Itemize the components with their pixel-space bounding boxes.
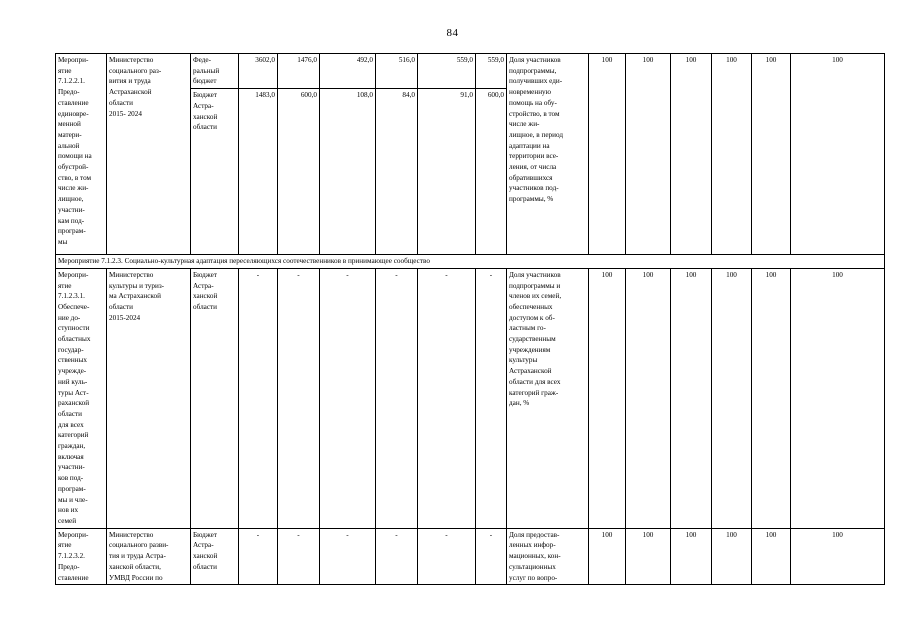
target-cell: 100 bbox=[589, 528, 626, 585]
funding-source-cell: Бюджет Астра- ханской области bbox=[191, 528, 239, 585]
funding-source-cell: Бюджет Астра- ханской области bbox=[191, 89, 239, 255]
value-cell: 516,0 bbox=[376, 54, 418, 89]
target-cell: 100 bbox=[791, 54, 885, 255]
target-cell: 100 bbox=[791, 268, 885, 528]
value-cell: 1476,0 bbox=[278, 54, 320, 89]
table-row bbox=[56, 268, 885, 528]
target-cell: 100 bbox=[626, 528, 671, 585]
value-cell: 108,0 bbox=[320, 89, 376, 255]
measure-cell: Меропри- ятие 7.1.2.3.1. Обеспече- ние до- ступности областных государ- ственных учрежде- ний куль- туры Аст- раханской области для всех категорий граждан, включая участни- ков под- програм- мы и чле- нов их семей bbox=[56, 268, 107, 528]
target-cell: 100 bbox=[626, 54, 671, 255]
funding-source-cell: Феде- ральный бюджет bbox=[191, 54, 239, 89]
value-cell: - bbox=[376, 528, 418, 585]
target-cell: 100 bbox=[712, 268, 752, 528]
target-cell: 100 bbox=[752, 54, 791, 255]
value-cell: - bbox=[476, 268, 507, 528]
value-cell: 1483,0 bbox=[239, 89, 278, 255]
target-cell: 100 bbox=[589, 268, 626, 528]
value-cell: 91,0 bbox=[418, 89, 476, 255]
indicator-cell: Доля предостав- ленных инфор- мационных, кон- сультационных услуг по вопро- bbox=[507, 528, 589, 585]
program-table bbox=[55, 53, 885, 585]
value-cell: 84,0 bbox=[376, 89, 418, 255]
value-cell: 492,0 bbox=[320, 54, 376, 89]
value-cell: - bbox=[239, 268, 278, 528]
target-cell: 100 bbox=[671, 268, 712, 528]
value-cell: - bbox=[476, 528, 507, 585]
value-cell: - bbox=[239, 528, 278, 585]
value-cell: - bbox=[320, 528, 376, 585]
executor-cell: Министерство социального раз- вития и труда Астраханской области 2015- 2024 bbox=[107, 54, 191, 255]
target-cell: 100 bbox=[752, 528, 791, 585]
section-header-row bbox=[56, 255, 885, 269]
target-cell: 100 bbox=[671, 528, 712, 585]
funding-source-cell: Бюджет Астра- ханской области bbox=[191, 268, 239, 528]
measure-cell: Меропри- ятие 7.1.2.2.1. Предо- ставление единовре- менной матери- альной помощи на обустрой- ство, в том числе жи- лищное, участни- кам под- програм- мы bbox=[56, 54, 107, 255]
target-cell: 100 bbox=[752, 268, 791, 528]
executor-cell: Министерство социального разви- тия и труда Астра- ханской области, УМВД России по bbox=[107, 528, 191, 585]
executor-cell: Министерство культуры и туриз- ма Астраханской области 2015-2024 bbox=[107, 268, 191, 528]
value-cell: 559,0 bbox=[476, 54, 507, 89]
value-cell: 559,0 bbox=[418, 54, 476, 89]
target-cell: 100 bbox=[626, 268, 671, 528]
value-cell: - bbox=[418, 268, 476, 528]
target-cell: 100 bbox=[671, 54, 712, 255]
value-cell: 600,0 bbox=[476, 89, 507, 255]
target-cell: 100 bbox=[589, 54, 626, 255]
indicator-cell: Доля участников подпрограммы и членов их семей, обеспеченных доступом к об- ластным го- сударственным учреждениям культуры Астраханской области для всех категорий граж- дан, % bbox=[507, 268, 589, 528]
measure-cell: Меропри- ятие 7.1.2.3.2. Предо- ставление bbox=[56, 528, 107, 585]
value-cell: - bbox=[320, 268, 376, 528]
table-row bbox=[56, 54, 885, 89]
indicator-cell: Доля участников подпрограммы, получивших еди- новременную помощь на обу- стройство, в том числе жи- лищное, в период адаптации на территории все- ления, от числа обратившихся участников под- программы, % bbox=[507, 54, 589, 255]
value-cell: 600,0 bbox=[278, 89, 320, 255]
value-cell: - bbox=[418, 528, 476, 585]
section-title: Мероприятие 7.1.2.3. Социально-культурная адаптация переселяющихся соотечественников в принимающее сообщество bbox=[56, 255, 885, 269]
target-cell: 100 bbox=[712, 528, 752, 585]
value-cell: - bbox=[278, 268, 320, 528]
page-number: 84 bbox=[446, 27, 459, 39]
target-cell: 100 bbox=[712, 54, 752, 255]
value-cell: - bbox=[278, 528, 320, 585]
target-cell: 100 bbox=[791, 528, 885, 585]
table-row bbox=[56, 528, 885, 585]
value-cell: - bbox=[376, 268, 418, 528]
value-cell: 3602,0 bbox=[239, 54, 278, 89]
